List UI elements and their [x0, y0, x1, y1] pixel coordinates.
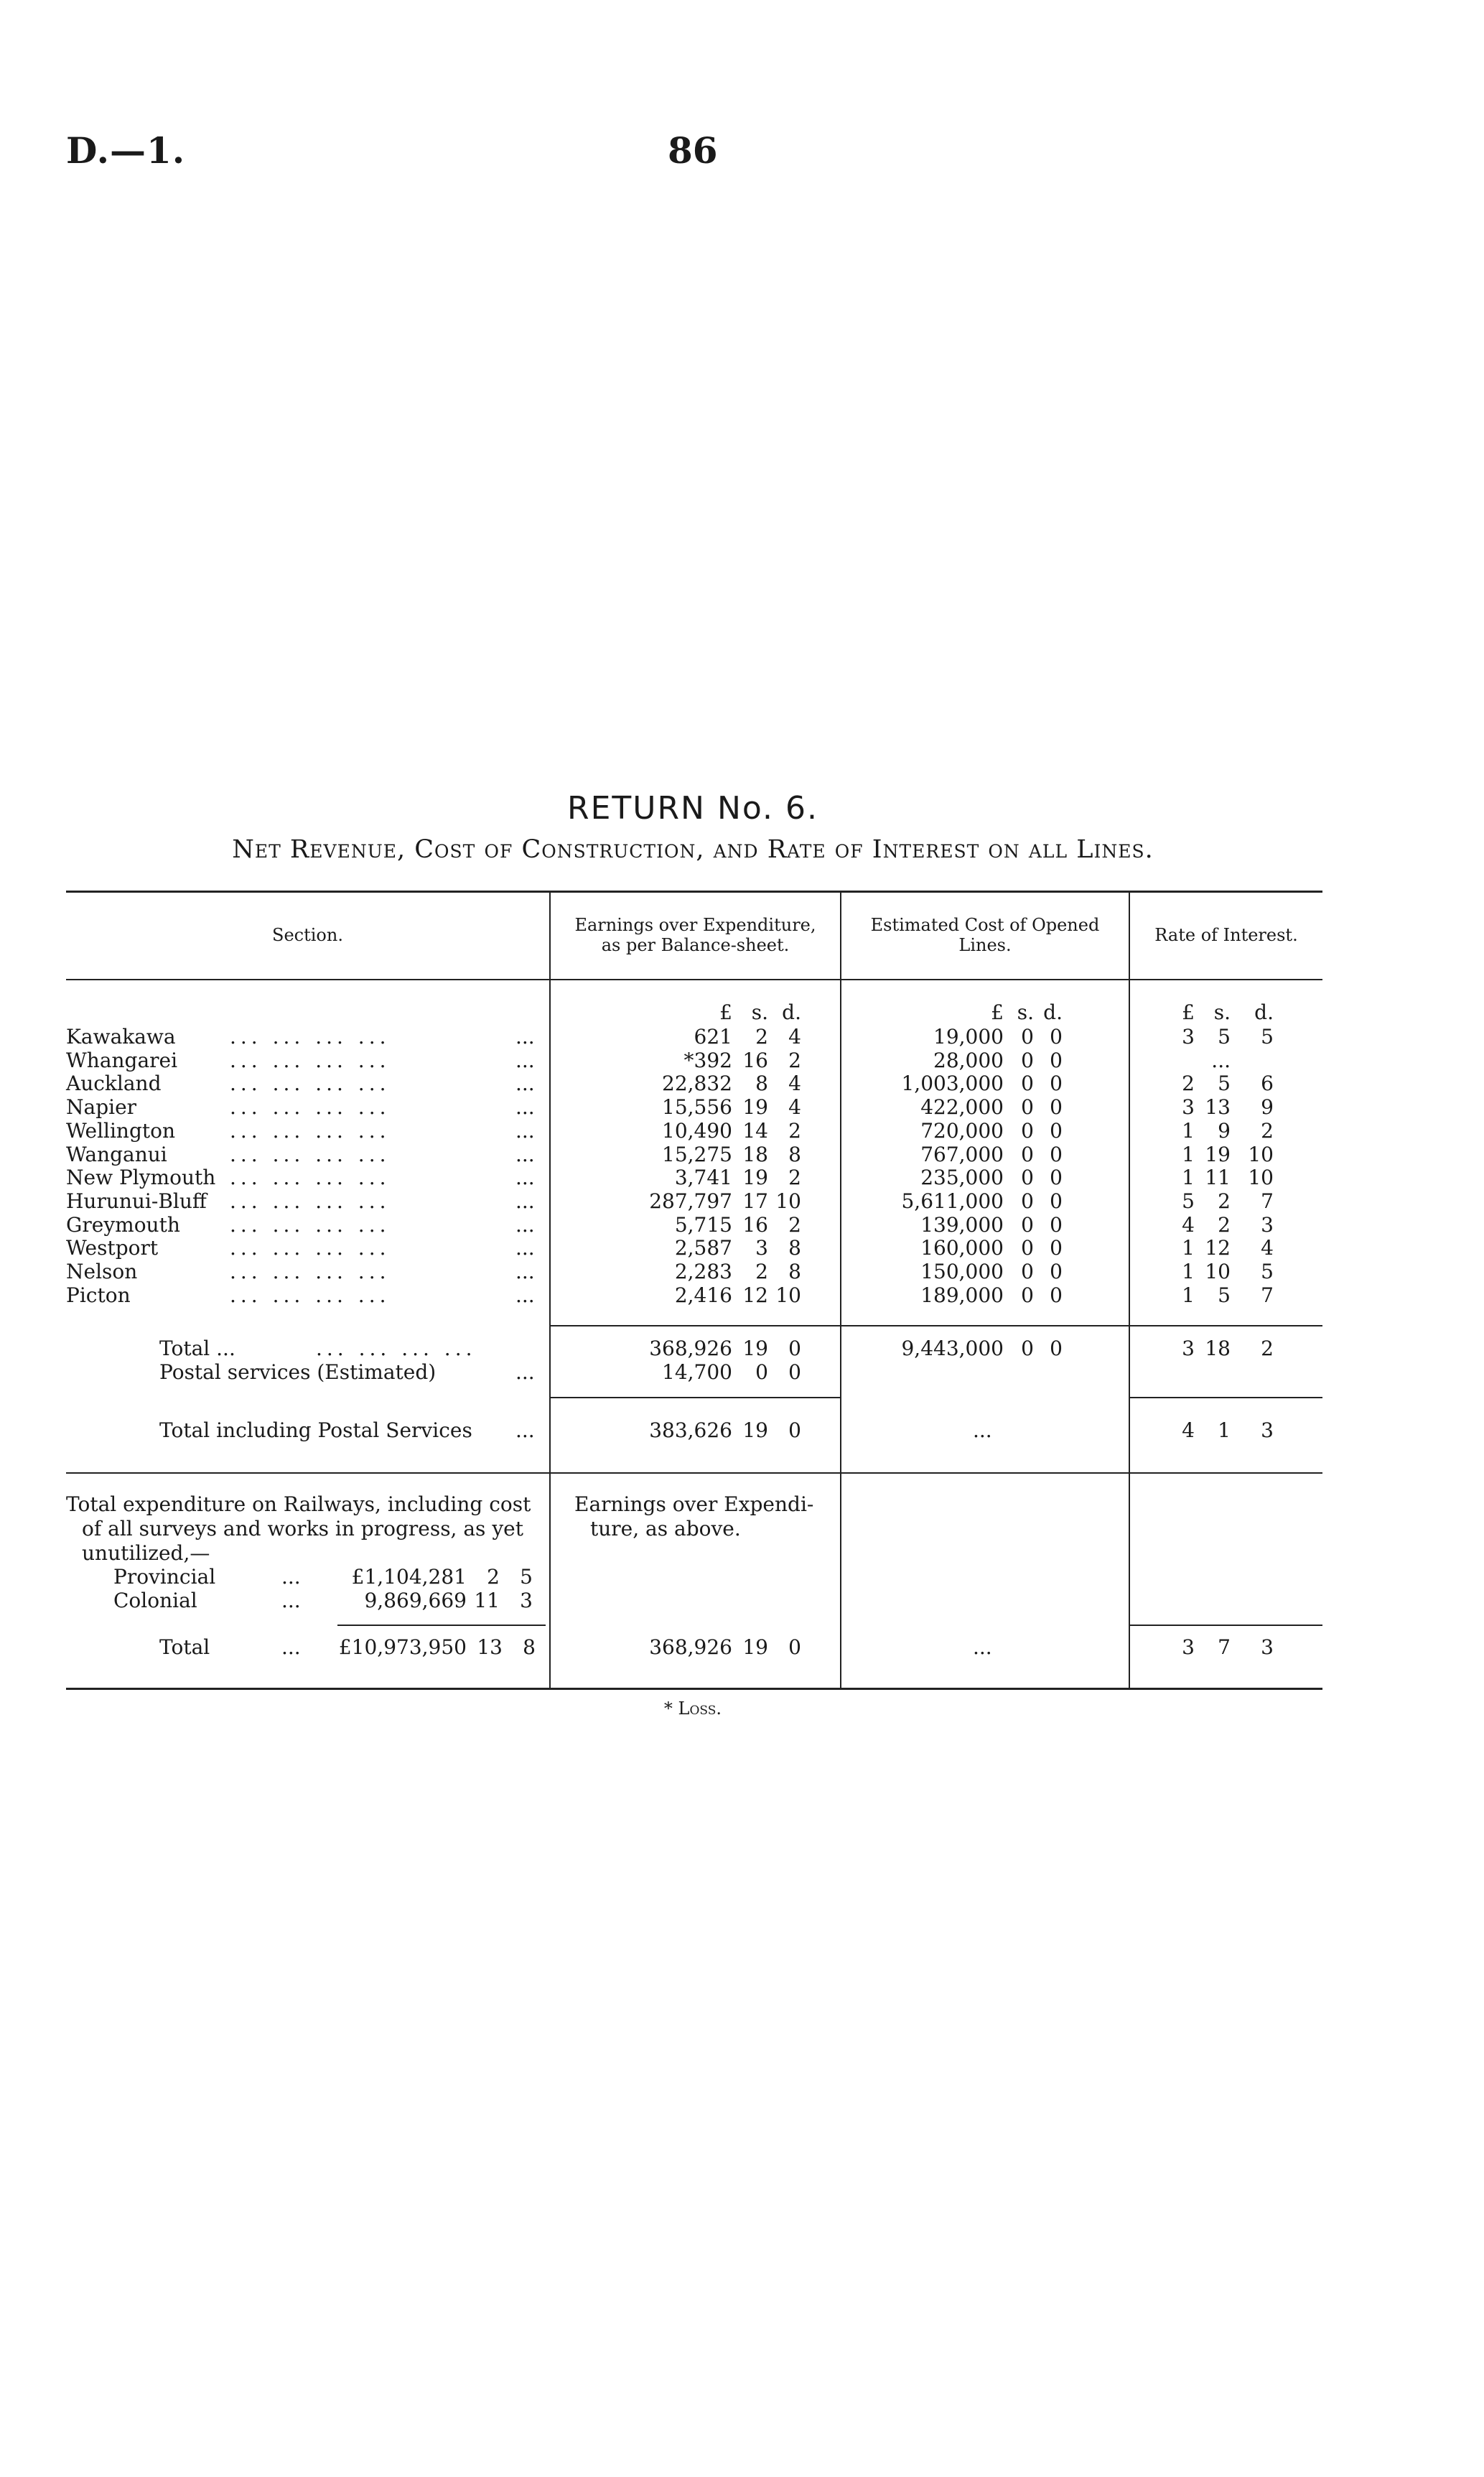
- cost-column-header: [841, 915, 1129, 955]
- section-cell: Napier: [66, 1095, 137, 1119]
- units-row: [0, 1001, 1484, 1024]
- total-incl-postal-earnings-shillings: 19: [742, 1418, 768, 1442]
- expenditure-line-1: Total expenditure on Railways, including cost: [66, 1492, 531, 1516]
- rate-pounds-cell: 1: [1182, 1166, 1195, 1189]
- rate-pence-cell: 5: [1261, 1260, 1274, 1283]
- return-title: RETURN No. 6.: [567, 790, 818, 827]
- earnings-header-line-1: Earnings over Expenditure,: [574, 915, 816, 935]
- rate-pounds-cell: 5: [1182, 1189, 1195, 1213]
- total-rate-pounds: 3: [1182, 1337, 1195, 1360]
- earnings-shillings-cell: 2: [755, 1025, 768, 1049]
- grand-earnings-pence: 0: [788, 1635, 801, 1659]
- table-row: [0, 1143, 1484, 1166]
- total-incl-postal-label: Total including Postal Services: [159, 1418, 472, 1442]
- earnings-pence-cell: 4: [788, 1025, 801, 1049]
- row-end-dots: ...: [515, 1025, 535, 1049]
- leader-dots: ... ... ... ...: [230, 1095, 391, 1119]
- section-cell: Westport: [66, 1236, 159, 1260]
- leader-dots: ... ... ... ...: [230, 1236, 391, 1260]
- earnings-unit-pounds: £: [719, 1000, 732, 1024]
- earnings-shillings-cell: 19: [742, 1095, 768, 1119]
- earnings-unit-pence: d.: [782, 1000, 801, 1024]
- earnings-pounds-cell: 15,556: [662, 1095, 732, 1119]
- grand-total-shillings: 13: [477, 1635, 503, 1659]
- cost-shillings-cell: 0: [1021, 1049, 1034, 1072]
- leader-dots: ... ... ... ...: [230, 1072, 391, 1095]
- section-cell: Wanganui: [66, 1143, 167, 1166]
- earnings-shillings-cell: 18: [742, 1143, 768, 1166]
- rate-pence-cell: 6: [1261, 1072, 1274, 1095]
- section-cell: Picton: [66, 1283, 131, 1307]
- section-cell: Greymouth: [66, 1213, 180, 1237]
- table-row: [0, 1049, 1484, 1072]
- page-number: 86: [668, 129, 718, 172]
- table-row: [0, 1237, 1484, 1260]
- cost-pounds-cell: 139,000: [920, 1213, 1004, 1237]
- earnings-note: [574, 1492, 833, 1541]
- rate-pounds-cell: 3: [1182, 1095, 1195, 1119]
- earnings-column-header: [551, 915, 840, 955]
- earnings-pounds-cell: 3,741: [674, 1166, 732, 1189]
- earnings-subtotal-rule: [551, 1325, 840, 1326]
- rate-pounds-cell: 1: [1182, 1283, 1195, 1307]
- rate-subtotal-rule: [1130, 1325, 1322, 1326]
- earnings-shillings-cell: 12: [742, 1283, 768, 1307]
- rate-shillings-cell: 5: [1218, 1283, 1231, 1307]
- expenditure-line-3: unutilized,—: [82, 1541, 210, 1565]
- row-end-dots: ...: [515, 1260, 535, 1283]
- earnings-pence-cell: 8: [788, 1236, 801, 1260]
- postal-earnings-pounds: 14,700: [662, 1360, 732, 1384]
- expenditure-section-rule: [66, 1472, 1322, 1474]
- cost-header-line-1: Estimated Cost of Opened: [870, 915, 1100, 935]
- rate-pence-cell: 2: [1261, 1119, 1274, 1143]
- earnings-pounds-cell: 2,283: [674, 1260, 732, 1283]
- earnings-shillings-cell: 16: [742, 1049, 768, 1072]
- table-row-postal: [0, 1361, 1484, 1384]
- total-earnings-shillings: 19: [742, 1337, 768, 1360]
- row-end-dots: ...: [515, 1283, 535, 1307]
- table-top-rule: [66, 891, 1322, 893]
- leader-dots: ... ... ... ...: [230, 1260, 391, 1283]
- rate-shillings-cell: ...: [1211, 1049, 1231, 1072]
- cost-pounds-cell: 235,000: [920, 1166, 1004, 1189]
- cost-unit-shillings: s.: [1017, 1000, 1034, 1024]
- table-row: [0, 1284, 1484, 1307]
- rate-pence-cell: 7: [1261, 1283, 1274, 1307]
- cost-pence-cell: 0: [1050, 1025, 1063, 1049]
- leader-dots: ... ... ... ...: [230, 1213, 391, 1237]
- rate-pence-cell: 10: [1248, 1166, 1274, 1189]
- earnings-shillings-cell: 14: [742, 1119, 768, 1143]
- cost-pence-cell: 0: [1050, 1095, 1063, 1119]
- rate-pence-cell: 7: [1261, 1189, 1274, 1213]
- rate-unit-shillings: s.: [1213, 1000, 1231, 1024]
- cost-pence-cell: 0: [1050, 1166, 1063, 1189]
- rate-pounds-cell: 1: [1182, 1119, 1195, 1143]
- rate-shillings-cell: 13: [1205, 1095, 1231, 1119]
- table-row: [0, 1190, 1484, 1213]
- cost-pounds-cell: 19,000: [933, 1025, 1004, 1049]
- earnings-pence-cell: 2: [788, 1049, 801, 1072]
- earnings-pounds-cell: 22,832: [662, 1072, 732, 1095]
- earnings-shillings-cell: 17: [742, 1189, 768, 1213]
- earnings-note-line-2: ture, as above.: [590, 1517, 741, 1540]
- cost-pounds-cell: 720,000: [920, 1119, 1004, 1143]
- rate-shillings-cell: 12: [1205, 1236, 1231, 1260]
- rate-pence-cell: 5: [1261, 1025, 1274, 1049]
- cost-pence-cell: 0: [1050, 1072, 1063, 1095]
- earnings-pounds-cell: 287,797: [649, 1189, 732, 1213]
- earnings-pounds-cell: 15,275: [662, 1143, 732, 1166]
- total-earnings-pence: 0: [788, 1337, 801, 1360]
- leader-dots: ... ... ... ...: [230, 1283, 391, 1307]
- row-end-dots: ...: [515, 1166, 535, 1189]
- cost-shillings-cell: 0: [1021, 1236, 1034, 1260]
- earnings-pence-cell: 10: [775, 1189, 801, 1213]
- cost-pence-cell: 0: [1050, 1236, 1063, 1260]
- row-end-dots: ...: [515, 1049, 535, 1072]
- table-row: [0, 1260, 1484, 1283]
- table-bottom-rule: [66, 1688, 1322, 1690]
- colonial-label: Colonial: [113, 1589, 197, 1612]
- earnings-shillings-cell: 8: [755, 1072, 768, 1095]
- rate-postal-rule: [1130, 1397, 1322, 1398]
- rate-shillings-cell: 5: [1218, 1072, 1231, 1095]
- section-cell: Wellington: [66, 1119, 176, 1143]
- earnings-pounds-cell: 621: [694, 1025, 732, 1049]
- provincial-pounds: £1,104,281: [351, 1565, 467, 1589]
- provincial-dots: ...: [281, 1565, 301, 1589]
- rate-pounds-cell: 2: [1182, 1072, 1195, 1095]
- cost-unit-pence: d.: [1043, 1000, 1063, 1024]
- table-row: [0, 1120, 1484, 1143]
- cost-unit-pounds: £: [991, 1000, 1004, 1024]
- cost-header-line-2: Lines.: [958, 935, 1012, 955]
- row-end-dots: ...: [515, 1213, 535, 1237]
- row-end-dots: ...: [515, 1189, 535, 1213]
- section-cell: Nelson: [66, 1260, 138, 1283]
- cost-shillings-cell: 0: [1021, 1072, 1034, 1095]
- provincial-shillings: 2: [487, 1565, 500, 1589]
- cost-pence-cell: 0: [1050, 1213, 1063, 1237]
- total-rate-pence: 2: [1261, 1337, 1274, 1360]
- footnote-loss: * Loss.: [663, 1698, 722, 1719]
- leader-dots: ... ... ... ...: [230, 1143, 391, 1166]
- expenditure-colonial-row: [0, 1589, 1484, 1612]
- rate-shillings-cell: 2: [1218, 1213, 1231, 1237]
- cost-shillings-cell: 0: [1021, 1283, 1034, 1307]
- rate-pence-cell: 3: [1261, 1213, 1274, 1237]
- earnings-shillings-cell: 3: [755, 1236, 768, 1260]
- grand-rate-pence: 3: [1261, 1635, 1274, 1659]
- colonial-pence: 3: [520, 1589, 533, 1612]
- section-cell: Auckland: [66, 1072, 162, 1095]
- row-end-dots: ...: [515, 1236, 535, 1260]
- table-row-total: [0, 1337, 1484, 1360]
- header-bottom-rule: [66, 979, 1322, 980]
- postal-earnings-pence: 0: [788, 1360, 801, 1384]
- cost-pounds-cell: 160,000: [920, 1236, 1004, 1260]
- cost-pounds-cell: 150,000: [920, 1260, 1004, 1283]
- cost-shillings-cell: 0: [1021, 1119, 1034, 1143]
- rate-column-header: Rate of Interest.: [1154, 925, 1298, 945]
- row-end-dots: ...: [515, 1072, 535, 1095]
- table-row: [0, 1214, 1484, 1237]
- row-end-dots: ...: [515, 1143, 535, 1166]
- total-rate-shillings: 18: [1205, 1337, 1231, 1360]
- grand-rate-shillings: 7: [1218, 1635, 1231, 1659]
- section-cell: Kawakawa: [66, 1025, 176, 1049]
- cost-subtotal-rule: [841, 1325, 1129, 1326]
- rate-shillings-cell: 10: [1205, 1260, 1231, 1283]
- rate-unit-pence: d.: [1254, 1000, 1274, 1024]
- rate-pounds-cell: 1: [1182, 1260, 1195, 1283]
- grand-rate-pounds: 3: [1182, 1635, 1195, 1659]
- section-cell: Hurunui-Bluff: [66, 1189, 207, 1213]
- grand-earnings-shillings: 19: [742, 1635, 768, 1659]
- total-incl-postal-dots: ...: [515, 1418, 535, 1442]
- cost-shillings-cell: 0: [1021, 1166, 1034, 1189]
- grand-total-rule-rate: [1130, 1625, 1322, 1626]
- colonial-pounds: 9,869,669: [364, 1589, 467, 1612]
- table-row-grand-total: [0, 1636, 1484, 1659]
- section-column-header: Section.: [272, 925, 343, 945]
- earnings-pence-cell: 2: [788, 1166, 801, 1189]
- rate-pounds-cell: 1: [1182, 1143, 1195, 1166]
- earnings-pence-cell: 8: [788, 1260, 801, 1283]
- rate-pounds-cell: 3: [1182, 1025, 1195, 1049]
- table-row-total-incl-postal: [0, 1419, 1484, 1442]
- total-label: Total ...: [159, 1337, 235, 1360]
- leader-dots: ... ... ... ...: [230, 1025, 391, 1049]
- table-row: [0, 1166, 1484, 1189]
- cost-shillings-cell: 0: [1021, 1025, 1034, 1049]
- total-cost-pounds: 9,443,000: [901, 1337, 1004, 1360]
- provincial-pence: 5: [520, 1565, 533, 1589]
- expenditure-description: [66, 1492, 547, 1566]
- earnings-pence-cell: 4: [788, 1072, 801, 1095]
- expenditure-line-2: of all surveys and works in progress, as yet: [82, 1517, 523, 1540]
- cost-pounds-cell: 1,003,000: [901, 1072, 1004, 1095]
- rate-pence-cell: 9: [1261, 1095, 1274, 1119]
- total-cost-shillings: 0: [1021, 1337, 1034, 1360]
- rate-unit-pounds: £: [1182, 1000, 1195, 1024]
- earnings-pounds-cell: 10,490: [662, 1119, 732, 1143]
- earnings-pence-cell: 2: [788, 1119, 801, 1143]
- rate-pence-cell: 4: [1261, 1236, 1274, 1260]
- total-incl-postal-rate-pounds: 4: [1182, 1418, 1195, 1442]
- rate-pence-cell: 10: [1248, 1143, 1274, 1166]
- document-reference: D.—1.: [66, 129, 186, 172]
- earnings-pence-cell: 4: [788, 1095, 801, 1119]
- earnings-pence-cell: 2: [788, 1213, 801, 1237]
- earnings-pounds-cell: 2,416: [674, 1283, 732, 1307]
- earnings-pence-cell: 8: [788, 1143, 801, 1166]
- rate-shillings-cell: 19: [1205, 1143, 1231, 1166]
- total-cost-pence: 0: [1050, 1337, 1063, 1360]
- rate-shillings-cell: 9: [1218, 1119, 1231, 1143]
- cost-shillings-cell: 0: [1021, 1213, 1034, 1237]
- row-end-dots: ...: [515, 1119, 535, 1143]
- earnings-pence-cell: 10: [775, 1283, 801, 1307]
- earnings-note-line-1: Earnings over Expendi-: [574, 1492, 814, 1516]
- colonial-dots: ...: [281, 1589, 301, 1612]
- postal-earnings-shillings: 0: [755, 1360, 768, 1384]
- row-end-dots: ...: [515, 1095, 535, 1119]
- cost-shillings-cell: 0: [1021, 1260, 1034, 1283]
- leader-dots: ... ... ... ...: [230, 1119, 391, 1143]
- leader-dots: ... ... ... ...: [230, 1189, 391, 1213]
- total-dots: ... ... ... ...: [316, 1337, 477, 1360]
- table-row: [0, 1026, 1484, 1049]
- cost-pounds-cell: 189,000: [920, 1283, 1004, 1307]
- postal-dots: ...: [515, 1360, 535, 1384]
- cost-pence-cell: 0: [1050, 1143, 1063, 1166]
- cost-pence-cell: 0: [1050, 1119, 1063, 1143]
- total-incl-postal-rate-shillings: 1: [1218, 1418, 1231, 1442]
- total-incl-postal-earnings-pence: 0: [788, 1418, 801, 1442]
- rate-shillings-cell: 2: [1218, 1189, 1231, 1213]
- cost-pounds-cell: 28,000: [933, 1049, 1004, 1072]
- rate-shillings-cell: 5: [1218, 1025, 1231, 1049]
- leader-dots: ... ... ... ...: [230, 1166, 391, 1189]
- earnings-pounds-cell: 5,715: [674, 1213, 732, 1237]
- colonial-shillings: 11: [474, 1589, 500, 1612]
- leader-dots: ... ... ... ...: [230, 1049, 391, 1072]
- table-row: [0, 1072, 1484, 1095]
- grand-cost: ...: [973, 1635, 992, 1659]
- cost-shillings-cell: 0: [1021, 1189, 1034, 1213]
- earnings-unit-shillings: s.: [751, 1000, 768, 1024]
- rate-shillings-cell: 11: [1205, 1166, 1231, 1189]
- cost-shillings-cell: 0: [1021, 1143, 1034, 1166]
- cost-pence-cell: 0: [1050, 1260, 1063, 1283]
- postal-label: Postal services (Estimated): [159, 1360, 437, 1384]
- return-subtitle: Net Revenue, Cost of Construction, and Rate of Interest on all Lines.: [232, 835, 1154, 864]
- table-row: [0, 1096, 1484, 1119]
- earnings-shillings-cell: 16: [742, 1213, 768, 1237]
- cost-pounds-cell: 422,000: [920, 1095, 1004, 1119]
- cost-pounds-cell: 767,000: [920, 1143, 1004, 1166]
- grand-total-rule-left: [337, 1625, 546, 1626]
- rate-pounds-cell: 4: [1182, 1213, 1195, 1237]
- grand-earnings-pounds: 368,926: [649, 1635, 732, 1659]
- cost-pounds-cell: 5,611,000: [901, 1189, 1004, 1213]
- grand-total-pence: 8: [523, 1635, 536, 1659]
- postal-rule: [551, 1397, 840, 1398]
- earnings-pounds-cell: 2,587: [674, 1236, 732, 1260]
- cost-pence-cell: 0: [1050, 1283, 1063, 1307]
- earnings-pounds-cell: *392: [683, 1049, 732, 1072]
- total-incl-postal-earnings-pounds: 383,626: [649, 1418, 732, 1442]
- cost-pence-cell: 0: [1050, 1189, 1063, 1213]
- provincial-label: Provincial: [113, 1565, 216, 1589]
- grand-total-dots: ...: [281, 1635, 301, 1659]
- expenditure-provincial-row: [0, 1566, 1484, 1589]
- total-incl-postal-rate-pence: 3: [1261, 1418, 1274, 1442]
- total-earnings-pounds: 368,926: [649, 1337, 732, 1360]
- cost-pence-cell: 0: [1050, 1049, 1063, 1072]
- total-incl-postal-cost: ...: [973, 1418, 992, 1442]
- section-cell: New Plymouth: [66, 1166, 216, 1189]
- earnings-shillings-cell: 2: [755, 1260, 768, 1283]
- earnings-shillings-cell: 19: [742, 1166, 768, 1189]
- grand-total-label: Total: [159, 1635, 210, 1659]
- rate-pounds-cell: 1: [1182, 1236, 1195, 1260]
- earnings-header-line-2: as per Balance-sheet.: [601, 935, 790, 955]
- grand-total-pounds: £10,973,950: [338, 1635, 467, 1659]
- section-cell: Whangarei: [66, 1049, 178, 1072]
- cost-shillings-cell: 0: [1021, 1095, 1034, 1119]
